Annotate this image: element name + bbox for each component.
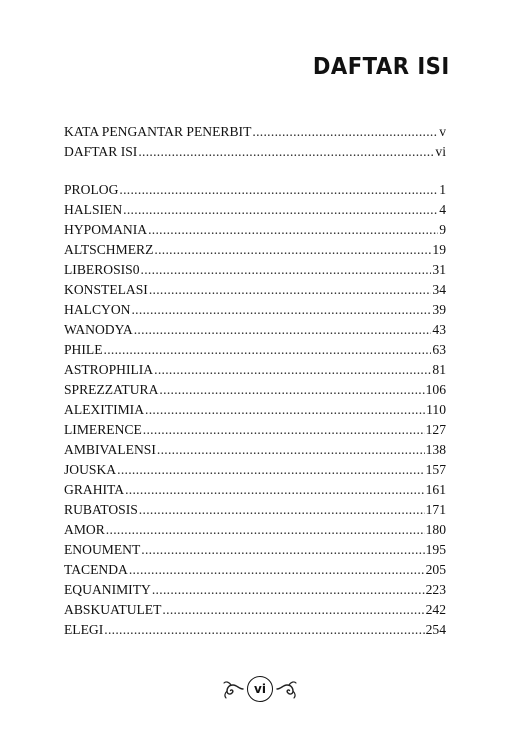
toc-row[interactable] xyxy=(64,320,446,340)
dot-leader xyxy=(139,500,425,520)
toc-row[interactable] xyxy=(64,240,446,260)
toc-page-number: 138 xyxy=(425,442,446,457)
toc-page-number: 19 xyxy=(432,242,446,257)
toc-entry-label: LIBEROSIS0 xyxy=(64,262,140,277)
toc-entry-label: HALSIEN xyxy=(64,202,123,217)
dot-leader xyxy=(148,220,438,240)
toc-page-number: v xyxy=(439,124,446,139)
dot-leader xyxy=(119,180,438,200)
page-title: DAFTAR ISI xyxy=(313,54,450,80)
toc-page-number: 9 xyxy=(439,222,446,237)
toc-entry-label: JOUSKA xyxy=(64,462,117,477)
toc-row[interactable] xyxy=(64,280,446,300)
toc-page-number: 127 xyxy=(425,422,446,437)
toc-row[interactable] xyxy=(64,420,446,440)
dot-leader xyxy=(162,600,424,620)
toc-row[interactable] xyxy=(64,560,446,580)
toc-entry-label: ENOUMENT xyxy=(64,542,141,557)
toc-page-number: 195 xyxy=(425,542,446,557)
toc-entry-label: AMOR xyxy=(64,522,105,537)
toc-entry-label: WANODYA xyxy=(64,322,133,337)
toc-row[interactable] xyxy=(64,122,446,142)
toc-entry-label: GRAHITA xyxy=(64,482,125,497)
toc-entry-label: RUBATOSIS xyxy=(64,502,138,517)
toc-row[interactable] xyxy=(64,380,446,400)
toc-row[interactable] xyxy=(64,300,446,320)
dot-leader xyxy=(157,440,425,460)
dot-leader xyxy=(134,320,432,340)
toc-page-number: 205 xyxy=(425,562,446,577)
dot-leader xyxy=(145,400,425,420)
toc-page-number: 161 xyxy=(425,482,446,497)
toc-entry-label: KONSTELASI xyxy=(64,282,148,297)
dot-leader xyxy=(125,480,425,500)
toc-entry-label: ALTSCHMERZ xyxy=(64,242,154,257)
toc-page-number: 110 xyxy=(426,402,446,417)
dot-leader xyxy=(143,420,425,440)
toc-chapters xyxy=(64,180,446,640)
toc-row[interactable] xyxy=(64,500,446,520)
page-number-badge: vi xyxy=(247,676,273,702)
toc-row[interactable] xyxy=(64,460,446,480)
toc-entry-label: ELEGI xyxy=(64,622,104,637)
toc-entry-label: KATA PENGANTAR PENERBIT xyxy=(64,124,252,139)
toc-row[interactable] xyxy=(64,600,446,620)
toc-page-number: 171 xyxy=(425,502,446,517)
toc-entry-label: LIMERENCE xyxy=(64,422,142,437)
toc-page-number: 34 xyxy=(432,282,446,297)
toc-row[interactable] xyxy=(64,540,446,560)
toc-entry-label: ALEXITIMIA xyxy=(64,402,145,417)
toc-entry-label: DAFTAR ISI xyxy=(64,144,138,159)
toc-page-number: 1 xyxy=(439,182,446,197)
toc-row[interactable] xyxy=(64,440,446,460)
dot-leader xyxy=(129,560,425,580)
toc-row[interactable] xyxy=(64,142,446,162)
toc-page-number: 223 xyxy=(425,582,446,597)
toc-row[interactable] xyxy=(64,620,446,640)
dot-leader xyxy=(141,260,432,280)
toc-page-number: 39 xyxy=(432,302,446,317)
toc-front-matter xyxy=(64,122,446,162)
toc-entry-label: TACENDA xyxy=(64,562,128,577)
toc-row[interactable] xyxy=(64,480,446,500)
dot-leader xyxy=(141,540,424,560)
toc-page-number: 157 xyxy=(425,462,446,477)
toc-page-number: 81 xyxy=(432,362,446,377)
toc-page-number: vi xyxy=(435,144,446,159)
dot-leader xyxy=(104,620,424,640)
dot-leader xyxy=(152,580,425,600)
toc-page-number: 254 xyxy=(425,622,446,637)
toc-row[interactable] xyxy=(64,260,446,280)
dot-leader xyxy=(252,122,438,142)
dot-leader xyxy=(123,200,438,220)
dot-leader xyxy=(104,340,432,360)
toc-entry-label: ABSKUATULET xyxy=(64,602,162,617)
toc-row[interactable] xyxy=(64,360,446,380)
toc-page-number: 31 xyxy=(432,262,446,277)
toc-entry-label: AMBIVALENSI xyxy=(64,442,156,457)
dot-leader xyxy=(149,280,432,300)
toc-page-number: 180 xyxy=(425,522,446,537)
toc-page-number: 43 xyxy=(432,322,446,337)
dot-leader xyxy=(154,360,431,380)
toc-entry-label: PHILE xyxy=(64,342,103,357)
toc-row[interactable] xyxy=(64,580,446,600)
toc-page-number: 106 xyxy=(425,382,446,397)
toc-entry-label: ASTROPHILIA xyxy=(64,362,154,377)
dot-leader xyxy=(106,520,425,540)
toc-entry-label: EQUANIMITY xyxy=(64,582,151,597)
toc-row[interactable] xyxy=(64,520,446,540)
dot-leader xyxy=(131,300,431,320)
toc-page-number: 63 xyxy=(432,342,446,357)
toc-page-number: 4 xyxy=(439,202,446,217)
toc-row[interactable] xyxy=(64,200,446,220)
table-of-contents xyxy=(64,122,446,640)
dot-leader xyxy=(138,142,434,162)
toc-entry-label: PROLOG xyxy=(64,182,119,197)
swirl-ornament-icon xyxy=(221,676,245,702)
dot-leader xyxy=(117,460,424,480)
toc-row[interactable] xyxy=(64,220,446,240)
toc-row[interactable] xyxy=(64,180,446,200)
toc-row[interactable] xyxy=(64,400,446,420)
dot-leader xyxy=(159,380,424,400)
toc-entry-label: HYPOMANIA xyxy=(64,222,148,237)
toc-entry-label: SPREZZATURA xyxy=(64,382,159,397)
toc-entry-label: HALCYON xyxy=(64,302,131,317)
toc-row[interactable] xyxy=(64,340,446,360)
toc-page-number: 242 xyxy=(425,602,446,617)
page-footer xyxy=(0,676,520,702)
dot-leader xyxy=(154,240,431,260)
swirl-ornament-icon xyxy=(275,676,299,702)
